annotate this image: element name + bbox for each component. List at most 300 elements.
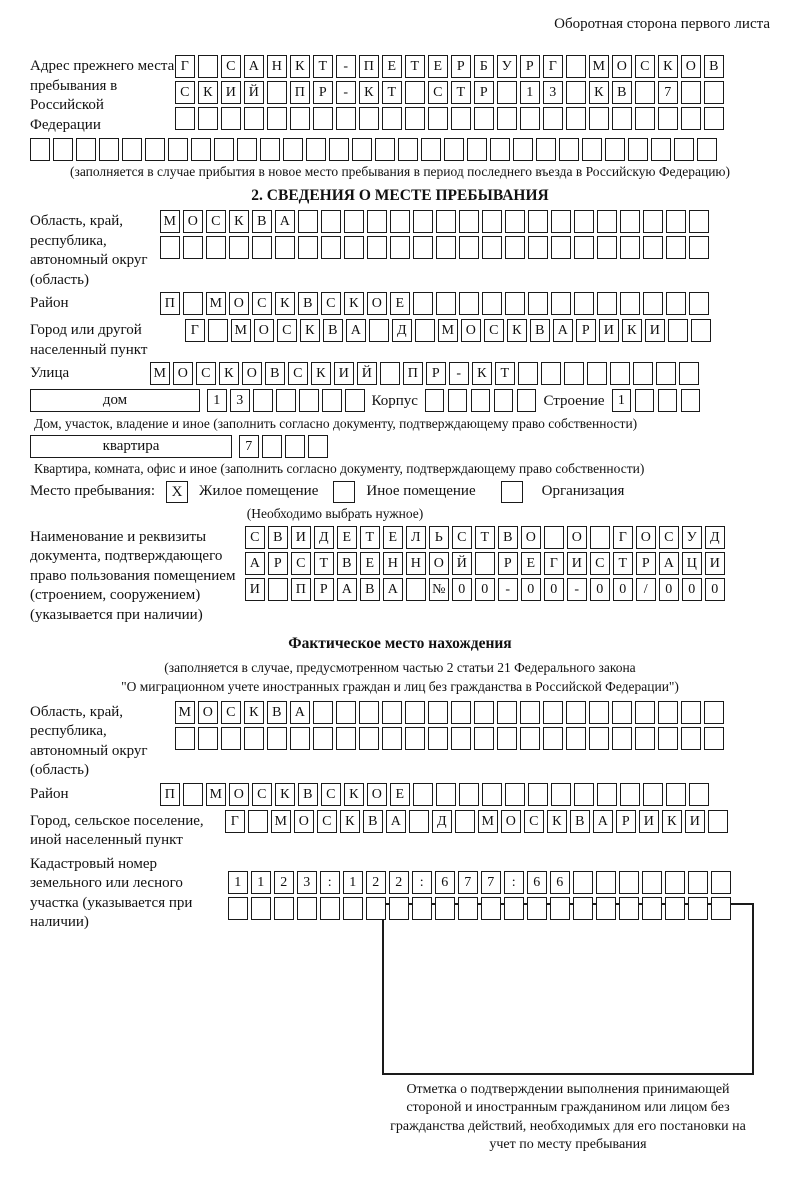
form-cell [520,701,540,724]
korpus-label: Корпус [371,393,418,410]
document-row-3 [245,578,725,601]
form-cell [183,292,203,315]
form-cell [551,210,571,233]
form-cell [382,107,402,130]
form-cell: 1 [228,871,248,894]
form-cell [413,292,433,315]
form-cell: М [160,210,180,233]
form-cell [505,292,525,315]
form-cell: К [589,81,609,104]
form-cell: В [252,210,272,233]
form-cell [389,897,409,920]
form-cell [665,897,685,920]
form-cell: К [344,783,364,806]
form-cell [494,389,514,412]
form-cell [344,236,364,259]
form-cell [198,55,218,78]
form-cell [689,236,709,259]
form-cell: Р [636,552,656,575]
form-cell: Г [185,319,205,342]
form-cell [658,107,678,130]
form-cell [436,210,456,233]
form-cell: О [229,292,249,315]
form-cell [642,871,662,894]
form-cell: Е [390,292,410,315]
form-cell [451,727,471,750]
form-cell: Е [360,552,380,575]
form-cell [122,138,142,161]
form-cell: М [175,701,195,724]
form-cell: 6 [550,871,570,894]
form-cell [267,107,287,130]
form-cell [30,138,50,161]
form-cell [275,236,295,259]
city-label: Город или другой населенный пункт [30,322,148,358]
cadastral-rows [228,871,731,920]
form-cell [643,783,663,806]
form-cell: М [206,292,226,315]
form-cell [666,236,686,259]
form-cell: Д [705,526,725,549]
document-rows [245,526,725,601]
form-cell: М [206,783,226,806]
district-label: Район [30,295,69,312]
form-cell [471,389,491,412]
form-cell: С [452,526,472,549]
cadastral-row-2 [228,897,731,920]
form-cell [344,210,364,233]
form-cell [597,783,617,806]
form-cell: - [336,81,356,104]
document-row-1 [245,526,725,549]
form-cell [206,236,226,259]
form-cell: Е [383,526,403,549]
form-cell [244,107,264,130]
form-cell: 3 [297,871,317,894]
form-cell: 1 [207,389,227,412]
street-row [150,362,699,385]
form-cell: В [570,810,590,833]
form-cell: О [367,292,387,315]
form-cell: 0 [705,578,725,601]
form-cell [322,389,342,412]
form-cell: С [317,810,337,833]
form-cell [76,138,96,161]
form-cell: 3 [543,81,563,104]
form-cell: П [160,783,180,806]
form-cell: О [242,362,262,385]
city-field [30,319,770,360]
form-cell: К [219,362,239,385]
prev-address-caption: (заполняется в случае прибытия в новое место пребывания в период последнего въезда в Российскую Федерацию) [69,164,731,179]
form-cell: : [412,871,432,894]
region-label: Область, край, республика, автономный округ (область) [30,213,148,288]
form-cell [543,701,563,724]
form-cell: - [449,362,469,385]
form-cell [474,727,494,750]
form-cell: С [524,810,544,833]
fact-city-label: Город, сельское поселение, иной населенный пункт [30,812,204,849]
form-cell [566,107,586,130]
form-cell: В [298,292,318,315]
form-cell: № [429,578,449,601]
form-cell [612,107,632,130]
form-cell [668,319,688,342]
fact-region-rows [175,701,724,750]
form-cell: В [323,319,343,342]
form-cell: 6 [435,871,455,894]
form-cell: И [291,526,311,549]
form-cell [252,236,272,259]
form-cell [382,701,402,724]
form-cell [589,701,609,724]
form-cell [551,236,571,259]
form-cell [566,81,586,104]
form-cell: П [359,55,379,78]
form-cell [412,897,432,920]
form-cell [299,389,319,412]
form-cell: К [275,292,295,315]
form-cell [359,107,379,130]
form-cell: 1 [612,389,632,412]
form-cell [564,362,584,385]
form-cell [455,810,475,833]
actual-location-title: Фактическое место нахождения [288,635,512,653]
sheet-side-note: Оборотная сторона первого листа [554,16,770,32]
form-cell: Р [314,578,334,601]
form-cell: Т [495,362,515,385]
form-cell: И [334,362,354,385]
form-cell: С [221,55,241,78]
form-cell: Р [576,319,596,342]
form-cell: 1 [343,871,363,894]
form-cell [274,897,294,920]
form-cell: 7 [481,871,501,894]
form-cell: А [346,319,366,342]
form-cell [198,727,218,750]
form-cell: - [498,578,518,601]
form-cell: Т [313,55,333,78]
form-cell [681,81,701,104]
form-cell [444,138,464,161]
form-cell [336,701,356,724]
option-organization-label: Организация [541,483,625,500]
form-cell: Б [474,55,494,78]
form-cell [321,236,341,259]
form-cell: О [636,526,656,549]
form-cell [528,236,548,259]
form-cell: К [198,81,218,104]
form-cell [536,138,556,161]
form-cell: С [196,362,216,385]
form-cell: А [553,319,573,342]
form-cell [367,236,387,259]
form-cell [313,727,333,750]
form-cell [597,236,617,259]
form-cell [704,727,724,750]
form-cell [313,701,333,724]
form-cell: В [498,526,518,549]
form-cell [651,138,671,161]
form-cell [596,871,616,894]
form-cell [497,701,517,724]
cadastral-label: Кадастровый номер земельного или лесного участка (указывается при наличии) [30,855,193,931]
form-cell [619,897,639,920]
form-cell: С [635,55,655,78]
region-row-2 [160,236,709,259]
form-cell: С [288,362,308,385]
form-cell: О [294,810,314,833]
form-cell: 0 [521,578,541,601]
form-cell: Н [383,552,403,575]
form-cell: Й [357,362,377,385]
stamp-box [382,903,754,1075]
form-cell: П [291,578,311,601]
form-cell: - [567,578,587,601]
form-cell: В [337,552,357,575]
document-field [30,526,770,626]
stroenie-label: Строение [543,393,605,410]
form-cell [415,319,435,342]
form-cell [451,701,471,724]
prev-address-label: Адрес прежнего места пребывания в Российской Федерации [30,58,175,133]
prev-address-row-2 [175,81,724,104]
form-cell [574,292,594,315]
form-cell [520,107,540,130]
form-cell [336,107,356,130]
form-cell: О [612,55,632,78]
form-cell: Р [313,81,333,104]
form-cell [674,138,694,161]
form-cell [597,210,617,233]
form-cell [482,783,502,806]
form-cell: 0 [682,578,702,601]
form-cell [665,871,685,894]
form-cell: К [275,783,295,806]
form-cell: Й [452,552,472,575]
form-cell [528,292,548,315]
fact-city-row [225,810,728,833]
form-cell [320,897,340,920]
form-cell [704,107,724,130]
stay-type-label: Место пребывания: [30,483,155,500]
form-cell [244,727,264,750]
form-cell: С [252,292,272,315]
form-cell: Г [544,552,564,575]
form-cell: Т [451,81,471,104]
form-cell [321,210,341,233]
form-cell: Л [406,526,426,549]
form-cell: О [173,362,193,385]
form-cell [543,727,563,750]
form-cell: И [639,810,659,833]
form-cell: С [590,552,610,575]
form-cell: И [645,319,665,342]
form-cell [681,727,701,750]
form-cell [635,701,655,724]
form-cell [517,389,537,412]
form-cell: Ь [429,526,449,549]
document-label: Наименование и реквизиты документа, подтверждающего право пользования помещением (строением, сооружением) (указывается при наличии) [30,528,236,623]
fact-district-field [30,783,770,806]
form-cell [428,727,448,750]
form-cell: К [622,319,642,342]
form-cell [528,210,548,233]
form-cell: К [290,55,310,78]
form-cell [704,81,724,104]
form-cell [711,897,731,920]
form-cell: П [403,362,423,385]
form-cell [482,236,502,259]
form-cell [505,783,525,806]
form-cell: М [150,362,170,385]
form-cell: Д [432,810,452,833]
form-cell [191,138,211,161]
form-cell [298,210,318,233]
form-cell: С [245,526,265,549]
apartment-caption: Квартира, комната, офис и иное (заполнить согласно документу, подтверждающему право собственности) [34,461,645,477]
form-cell: А [337,578,357,601]
checkbox-other-premises [333,481,355,503]
form-cell [620,210,640,233]
form-cell [436,236,456,259]
form-cell [390,210,410,233]
form-cell [99,138,119,161]
form-cell [375,138,395,161]
region-rows [160,210,709,259]
form-cell [596,897,616,920]
form-cell [436,292,456,315]
form-cell [467,138,487,161]
region-row-1 [160,210,709,233]
form-cell [198,107,218,130]
form-cell: К [472,362,492,385]
form-cell: У [497,55,517,78]
form-cell [306,138,326,161]
form-cell: О [429,552,449,575]
form-cell [290,727,310,750]
form-cell: С [252,783,272,806]
form-cell [168,138,188,161]
form-cell [283,138,303,161]
form-cell: П [160,292,180,315]
form-cell [704,701,724,724]
form-cell: О [367,783,387,806]
form-cell: Г [613,526,633,549]
form-cell: С [659,526,679,549]
form-cell: 2 [274,871,294,894]
form-cell [658,389,678,412]
form-cell [656,362,676,385]
form-cell: 0 [475,578,495,601]
form-cell: А [244,55,264,78]
form-cell: М [478,810,498,833]
form-cell: М [438,319,458,342]
cadastral-row-1 [228,871,731,894]
form-cell: 3 [230,389,250,412]
form-cell: 6 [527,871,547,894]
form-cell [413,783,433,806]
form-cell: 0 [659,578,679,601]
form-cell: Р [451,55,471,78]
form-cell [573,871,593,894]
form-cell [681,389,701,412]
form-cell [689,210,709,233]
form-cell: Д [392,319,412,342]
form-cell [145,138,165,161]
apartment-cells [239,435,328,458]
form-cell: В [612,81,632,104]
form-cell [343,897,363,920]
form-cell [482,210,502,233]
form-cell [380,362,400,385]
form-cell: Е [390,783,410,806]
form-cell: О [681,55,701,78]
stroenie-cells [612,389,701,412]
form-cell [405,107,425,130]
form-cell: В [360,578,380,601]
form-cell [459,783,479,806]
form-cell: В [530,319,550,342]
form-cell [504,897,524,920]
form-cell [643,210,663,233]
form-cell: К [662,810,682,833]
form-cell [248,810,268,833]
form-cell: Р [616,810,636,833]
form-cell [451,107,471,130]
form-cell: 2 [366,871,386,894]
form-cell [573,897,593,920]
form-cell [635,727,655,750]
form-cell [681,701,701,724]
form-cell [268,578,288,601]
form-cell [458,897,478,920]
form-cell [398,138,418,161]
form-cell [329,138,349,161]
form-cell: Т [382,81,402,104]
form-cell [689,292,709,315]
option-residential-label: Жилое помещение [199,483,319,500]
district-field [30,292,770,315]
form-cell [285,435,305,458]
street-field [30,362,770,385]
form-cell [482,292,502,315]
form-cell [628,138,648,161]
stay-type-row [30,481,770,503]
prev-address-row-1 [175,55,724,78]
form-cell: О [198,701,218,724]
form-cell [658,727,678,750]
form-cell: Г [225,810,245,833]
form-cell [290,107,310,130]
form-cell [175,727,195,750]
form-cell [505,210,525,233]
form-cell [298,236,318,259]
form-cell: К [344,292,364,315]
form-cell: И [221,81,241,104]
form-cell: С [206,210,226,233]
form-cell [574,236,594,259]
form-cell [666,292,686,315]
form-cell [610,362,630,385]
form-cell: В [298,783,318,806]
form-cell: Й [244,81,264,104]
stay-type-note: (Необходимо выбрать нужное) [246,505,424,521]
form-cell [297,897,317,920]
form-cell: Р [520,55,540,78]
prev-address-row-3 [175,107,724,130]
form-cell [582,138,602,161]
